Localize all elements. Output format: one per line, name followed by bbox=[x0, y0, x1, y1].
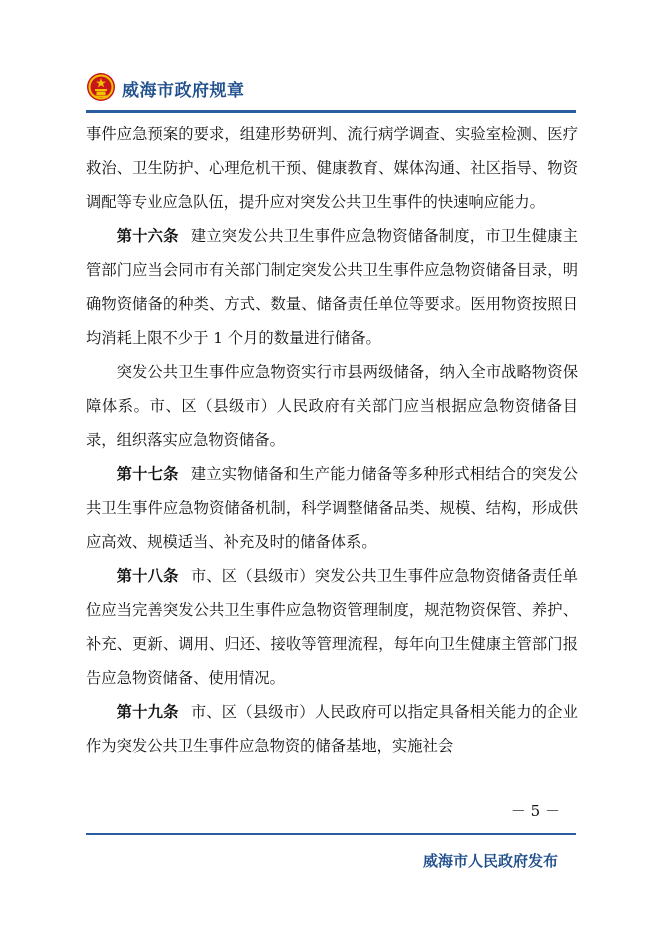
footer-rule bbox=[86, 833, 576, 835]
paragraph-text: 突发公共卫生事件应急物资实行市县两级储备，纳入全市战略物资保障体系。市、区（县级市）人民政府有关部门应当根据应急物资储备目录，组织落实应急物资储备。 bbox=[86, 363, 578, 449]
publisher-label: 威海市人民政府发布 bbox=[422, 852, 558, 870]
paragraph-text: 市、区（县级市）人民政府可以指定具备相关能力的企业作为突发公共卫生事件应急物资的储备基地，实施社会 bbox=[86, 703, 578, 755]
paragraph-text: 市、区（县级市）突发公共卫生事件应急物资储备责任单位应当完善突发公共卫生事件应急物资管理制度，规范物资保管、养护、补充、更新、调用、归还、接收等管理流程，每年向卫生健康主管部门报告应急物资储备、使用情况。 bbox=[86, 567, 578, 687]
page-header bbox=[86, 70, 576, 110]
paragraph-text: 建立突发公共卫生事件应急物资储备制度，市卫生健康主管部门应当会同市有关部门制定突发公共卫生事件应急物资储备目录，明确物资储备的种类、方式、数量、储备责任单位等要求。医用物资按照日均消耗上限不少于 1 个月的数量进行储备。 bbox=[86, 227, 578, 347]
national-emblem-icon bbox=[86, 72, 116, 102]
paragraph bbox=[86, 117, 578, 219]
paragraph-text: 建立实物储备和生产能力储备等多种形式相结合的突发公共卫生事件应急物资储备机制，科学调整储备品类、规模、结构，形成供应高效、规模适当、补充及时的储备体系。 bbox=[86, 465, 578, 551]
document-series-title: 威海市政府规章 bbox=[122, 81, 245, 101]
article-number: 第十九条 bbox=[116, 703, 179, 721]
paragraph bbox=[86, 457, 578, 559]
article-number: 第十七条 bbox=[116, 465, 179, 483]
header-rule bbox=[86, 110, 576, 113]
paragraph bbox=[86, 219, 578, 355]
paragraph bbox=[86, 695, 578, 763]
article-number: 第十六条 bbox=[116, 227, 179, 245]
article-number: 第十八条 bbox=[116, 567, 179, 585]
document-body bbox=[86, 117, 578, 763]
paragraph bbox=[86, 559, 578, 695]
paragraph-text: 事件应急预案的要求，组建形势研判、流行病学调查、实验室检测、医疗救治、卫生防护、心理危机干预、健康教育、媒体沟通、社区指导、物资调配等专业应急队伍，提升应对突发公共卫生事件的快速响应能力。 bbox=[86, 125, 578, 211]
page-number: － 5 － bbox=[510, 802, 560, 820]
paragraph bbox=[86, 355, 578, 457]
